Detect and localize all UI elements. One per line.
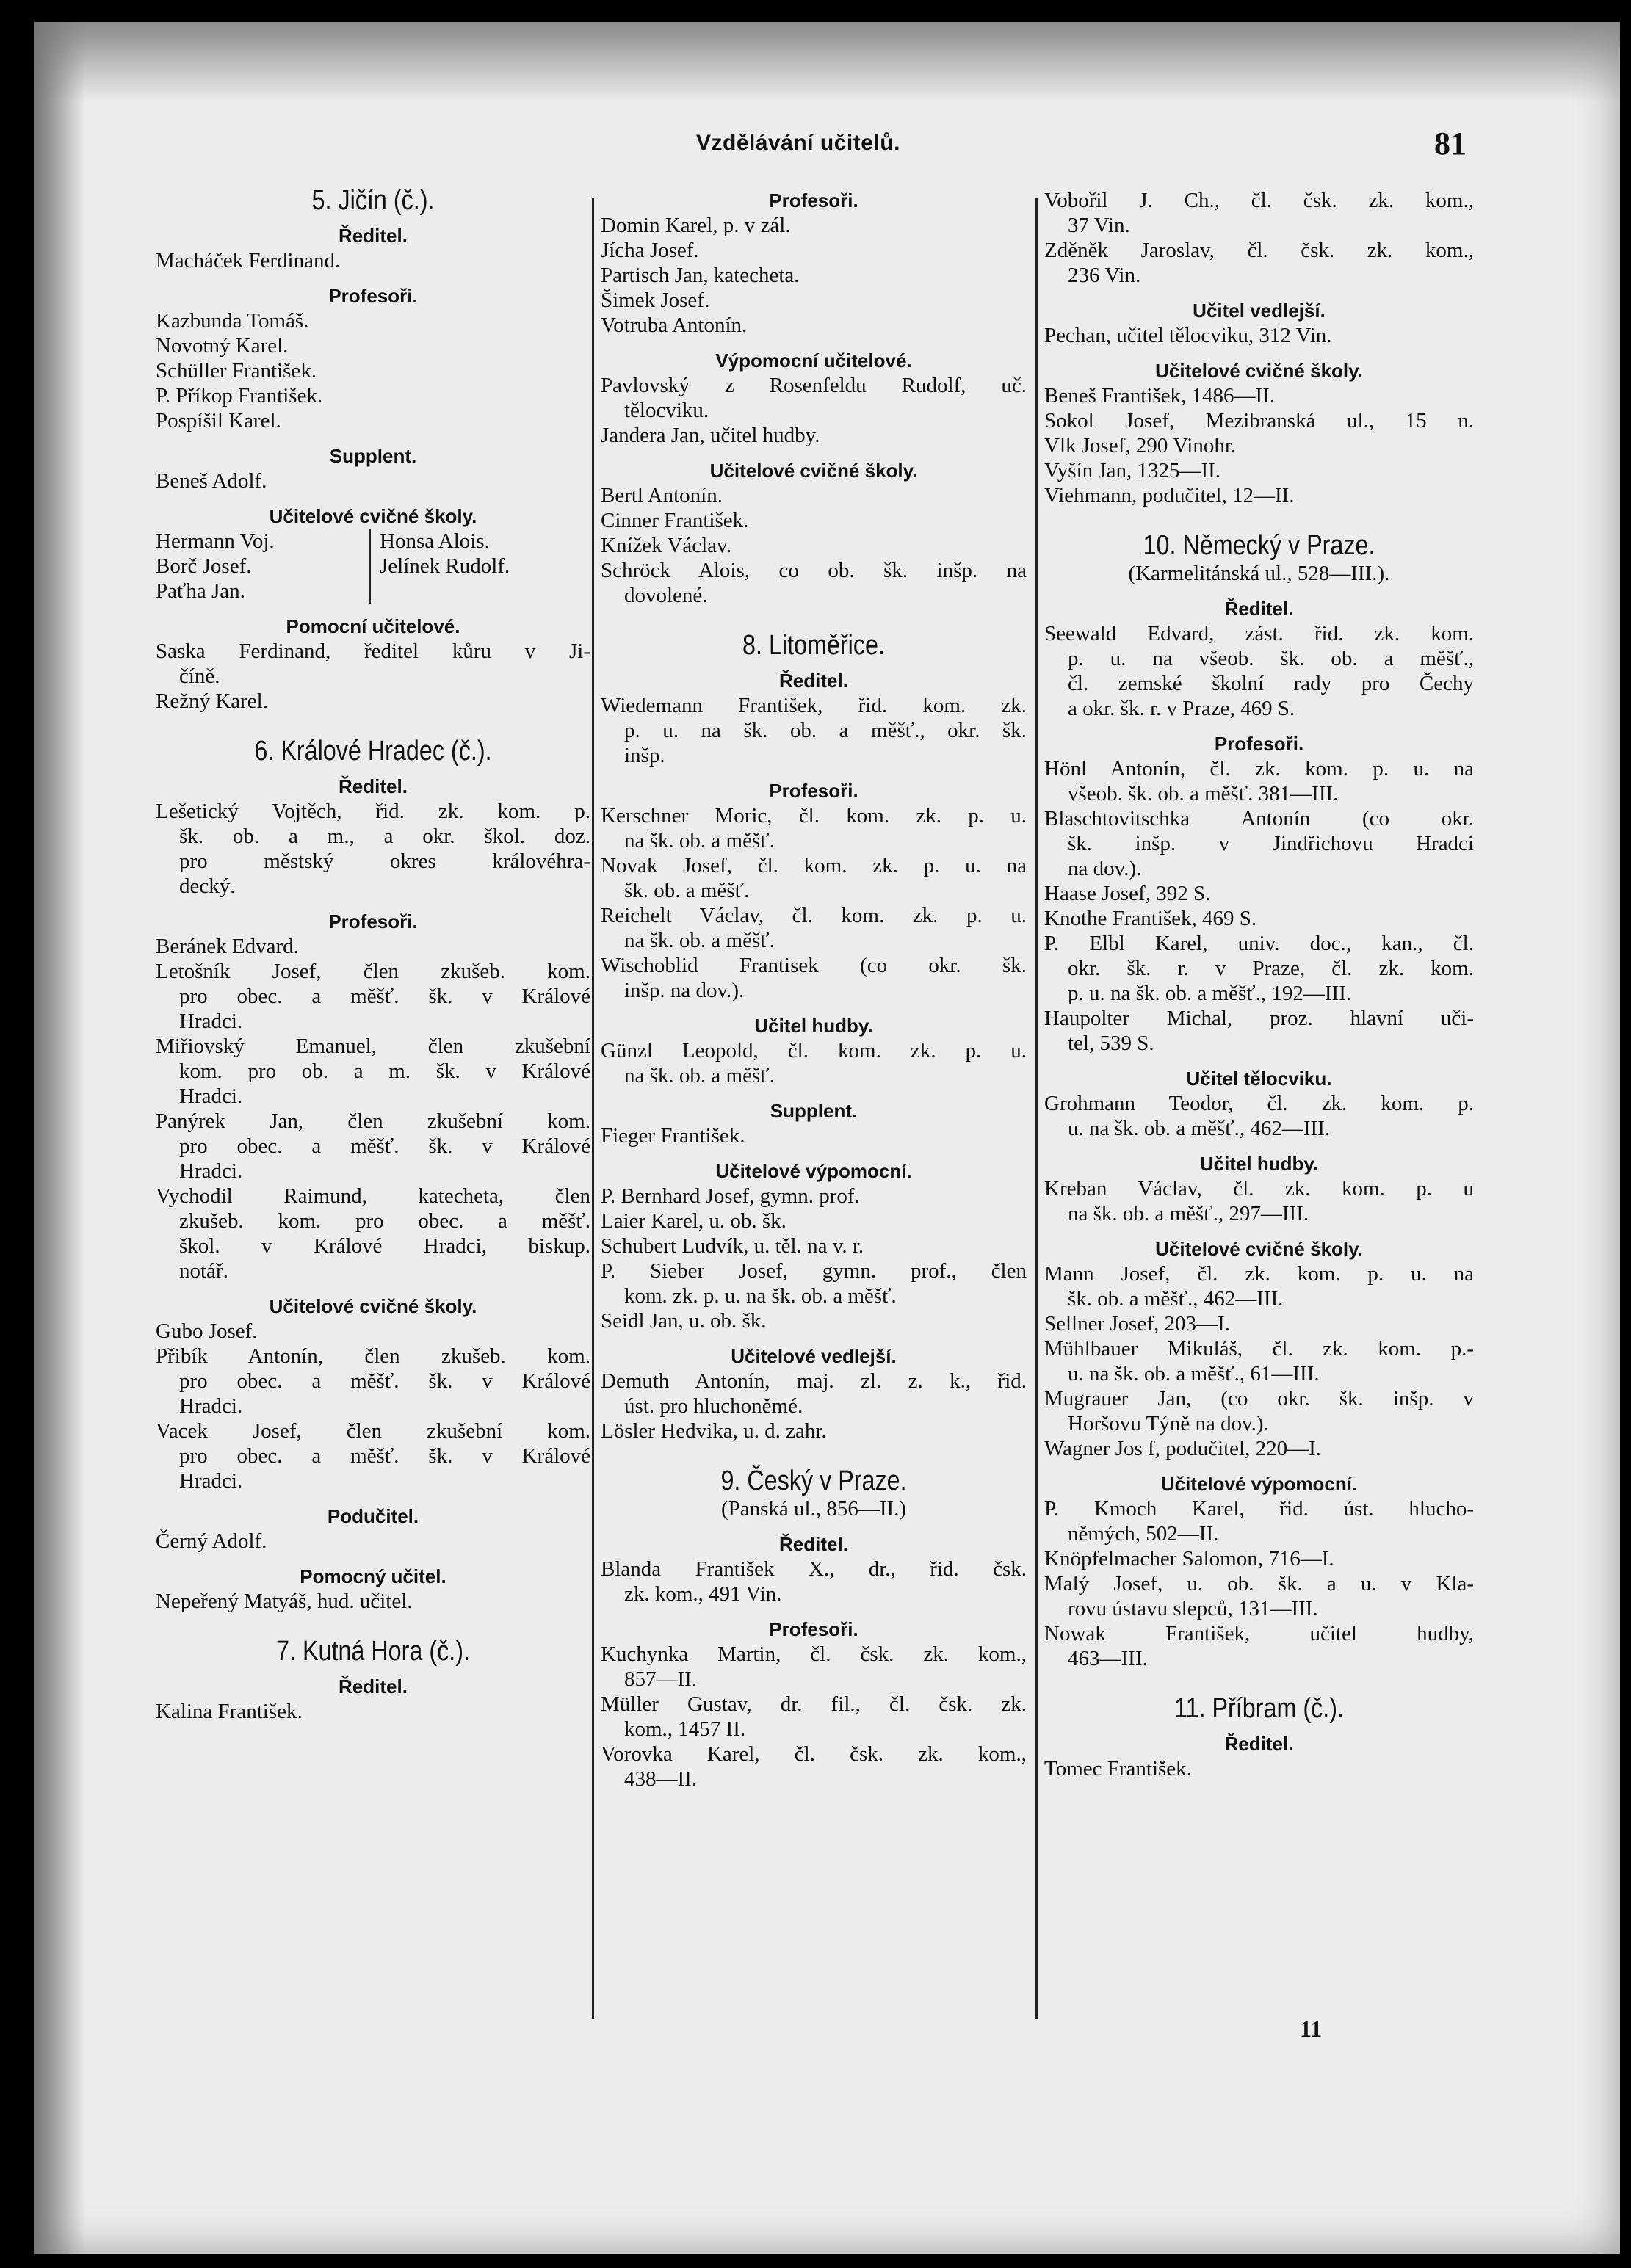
- section-heading: Supplent.: [770, 1100, 858, 1122]
- entry-continuation: kom. zk. p. u. na šk. ob. a měšť.: [624, 1284, 897, 1308]
- entry-line: Reichelt Václav, čl. kom. zk. p. u.: [601, 904, 1027, 927]
- entry-line: Grohmann Teodor, čl. zk. kom. p.: [1044, 1092, 1474, 1115]
- entry-line: Seidl Jan, u. ob. šk.: [601, 1309, 767, 1333]
- address-line: (Panská ul., 856—II.): [720, 1497, 907, 1521]
- entry-continuation: Hradci.: [179, 1394, 243, 1418]
- entry-continuation: 438—II.: [624, 1767, 698, 1791]
- section-heading: Učitel hudby.: [754, 1015, 873, 1037]
- entry-continuation: pro obec. a měšť. šk. v Králové: [179, 985, 590, 1008]
- entry-line: Hönl Antonín, čl. zk. kom. p. u. na: [1044, 757, 1474, 780]
- entry-line: Demuth Antonín, maj. zl. z. k., řid.: [601, 1369, 1027, 1393]
- list-item: Honsa Alois.: [380, 529, 490, 553]
- section-heading: Profesoři.: [769, 780, 858, 802]
- entry-continuation: němých, 502—II.: [1068, 1522, 1219, 1546]
- entry-continuation: Hradci.: [179, 1010, 243, 1033]
- entry-line: Müller Gustav, dr. fil., čl. čsk. zk.: [601, 1692, 1027, 1716]
- entry-continuation: na šk. ob. a měšť.: [624, 929, 775, 952]
- entry-line: Vyšín Jan, 1325—II.: [1044, 459, 1221, 482]
- school-heading: 11. Příbram (č.).: [1174, 1693, 1344, 1724]
- entry-line: Laier Karel, u. ob. šk.: [601, 1209, 786, 1233]
- entry-line: Macháček Ferdinand.: [156, 249, 341, 272]
- entry-line: Gubo Josef.: [156, 1319, 258, 1343]
- entry-line: Jandera Jan, učitel hudby.: [601, 424, 820, 447]
- entry-continuation: Hradci.: [179, 1084, 243, 1108]
- entry-line: Kerschner Moric, čl. kom. zk. p. u.: [601, 804, 1027, 827]
- entry-line: Sellner Josef, 203—I.: [1044, 1312, 1230, 1336]
- entry-continuation: pro obec. a měšť. šk. v Králové: [179, 1444, 590, 1468]
- entry-continuation: notář.: [179, 1259, 228, 1283]
- entry-continuation: inšp. na dov.).: [624, 979, 745, 1002]
- list-item: Borč Josef.: [156, 554, 252, 578]
- section-heading: Profesoři.: [328, 285, 418, 307]
- entry-continuation: pro obec. a měšť. šk. v Králové: [179, 1369, 590, 1393]
- entry-line: P. Příkop František.: [156, 384, 323, 407]
- entry-continuation: tělocviku.: [624, 399, 709, 422]
- entry-line: Wagner Jos f, podučitel, 220—I.: [1044, 1437, 1321, 1460]
- entry-continuation: číně.: [179, 664, 220, 688]
- entry-line: Letošník Josef, člen zkušeb. kom.: [156, 960, 590, 983]
- entry-line: Kazbunda Tomáš.: [156, 309, 309, 333]
- entry-continuation: p. u. na šk. ob. a měšť., okr. šk.: [624, 719, 1027, 742]
- school-heading: 10. Německý v Praze.: [1143, 530, 1375, 561]
- entry-line: Pechan, učitel tělocviku, 312 Vin.: [1044, 324, 1332, 347]
- section-heading: Učitel tělocviku.: [1186, 1068, 1332, 1090]
- section-heading: Profesoři.: [769, 189, 858, 211]
- section-heading: Profesoři.: [769, 1618, 858, 1640]
- entry-continuation: šk. inšp. v Jindřichovu Hradci: [1068, 832, 1474, 855]
- section-heading: Ředitel.: [779, 1533, 848, 1555]
- entry-line: Schüller František.: [156, 359, 317, 383]
- section-heading: Ředitel.: [1224, 1733, 1294, 1755]
- entry-continuation: Hradci.: [179, 1469, 243, 1493]
- entry-continuation: všeob. šk. ob. a měšť. 381—III.: [1068, 782, 1339, 805]
- list-item: Hermann Voj.: [156, 529, 275, 553]
- school-heading: 9. Český v Praze.: [720, 1465, 907, 1496]
- column-1: [156, 185, 590, 1724]
- section-heading: Pomocný učitel.: [300, 1565, 446, 1587]
- entry-line: Lösler Hedvika, u. d. zahr.: [601, 1419, 827, 1443]
- entry-line: Vlk Josef, 290 Vinohr.: [1044, 434, 1237, 457]
- entry-line: Knöpfelmacher Salomon, 716—I.: [1044, 1547, 1334, 1570]
- entry-line: Pospíšil Karel.: [156, 409, 281, 432]
- entry-line: Mugrauer Jan, (co okr. šk. inšp. v: [1044, 1387, 1474, 1410]
- entry-line: Beránek Edvard.: [156, 935, 299, 958]
- section-heading: Učitelové cvičné školy.: [269, 505, 477, 527]
- entry-continuation: Hradci.: [179, 1159, 243, 1183]
- entry-line: Vychodil Raimund, katecheta, člen: [156, 1184, 590, 1208]
- entry-line: Šimek Josef.: [601, 289, 710, 312]
- entry-continuation: na dov.).: [1068, 857, 1142, 880]
- entry-line: Haase Josef, 392 S.: [1044, 882, 1211, 905]
- entry-line: Malý Josef, u. ob. šk. a u. v Kla-: [1044, 1572, 1474, 1595]
- section-heading: Profesoři.: [328, 910, 418, 932]
- entry-line: Černý Adolf.: [156, 1529, 267, 1553]
- school-heading: 8. Litoměřice.: [742, 630, 885, 661]
- entry-continuation: kom. pro ob. a m. šk. v Králové: [179, 1059, 590, 1083]
- entry-continuation: inšp.: [624, 744, 665, 767]
- entry-continuation: zkušeb. kom. pro obec. a měšť.: [179, 1209, 590, 1233]
- entry-line: Vorovka Karel, čl. čsk. zk. kom.,: [601, 1742, 1027, 1766]
- entry-line: Zděněk Jaroslav, čl. čsk. zk. kom.,: [1044, 239, 1474, 262]
- two-column-list: [156, 529, 590, 604]
- entry-line: Beneš Adolf.: [156, 469, 267, 493]
- entry-line: Miřiovský Emanuel, člen zkušební: [156, 1035, 590, 1058]
- entry-line: Vobořil J. Ch., čl. čsk. zk. kom.,: [1044, 189, 1474, 212]
- entry-line: Vacek Josef, člen zkušební kom.: [156, 1419, 590, 1443]
- entry-continuation: pro městský okres královéhra-: [179, 849, 590, 873]
- entry-continuation: dovolené.: [624, 584, 708, 607]
- section-heading: Učitel hudby.: [1199, 1153, 1319, 1175]
- address-line: (Karmelitánská ul., 528—III.).: [1128, 562, 1390, 585]
- entry-line: Seewald Edvard, zást. řid. zk. kom.: [1044, 622, 1474, 645]
- section-heading: Supplent.: [329, 445, 417, 467]
- entry-line: Mühlbauer Mikuláš, čl. zk. kom. p.-: [1044, 1337, 1474, 1361]
- list-item: Paťha Jan.: [156, 579, 245, 603]
- entry-continuation: na šk. ob. a měšť.: [624, 1064, 775, 1087]
- running-title: Vzdělávání učitelů.: [696, 131, 900, 155]
- list-right: [371, 529, 510, 604]
- entry-line: Cinner František.: [601, 509, 749, 532]
- section-heading: Učitelové vedlejší.: [731, 1345, 897, 1367]
- entry-continuation: p. u. na šk. ob. a měšť., 192—III.: [1068, 982, 1352, 1005]
- entry-line: Saska Ferdinand, ředitel kůru v Ji-: [156, 640, 590, 663]
- entry-line: Bertl Antonín.: [601, 484, 723, 507]
- entry-line: Režný Karel.: [156, 689, 268, 713]
- section-heading: Ředitel.: [779, 670, 848, 692]
- entry-line: P. Bernhard Josef, gymn. prof.: [601, 1184, 860, 1208]
- entry-continuation: decký.: [179, 874, 236, 898]
- entry-line: Nowak František, učitel hudby,: [1044, 1622, 1474, 1645]
- entry-continuation: šk. ob. a měšť., 462—III.: [1068, 1287, 1284, 1311]
- entry-line: Mann Josef, čl. zk. kom. p. u. na: [1044, 1262, 1474, 1286]
- entry-line: P. Sieber Josef, gymn. prof., člen: [601, 1259, 1027, 1283]
- entry-line: Partisch Jan, katecheta.: [601, 264, 800, 287]
- section-heading: Učitelové cvičné školy.: [269, 1295, 477, 1317]
- column-divider: [592, 198, 594, 2019]
- entry-line: Kreban Václav, čl. zk. kom. p. u: [1044, 1177, 1474, 1200]
- entry-continuation: p. u. na všeob. šk. ob. a měšť.,: [1068, 647, 1474, 670]
- entry-line: Wischoblid Frantisek (co okr. šk.: [601, 954, 1027, 977]
- entry-continuation: na šk. ob. a měšť., 297—III.: [1068, 1202, 1309, 1225]
- entry-line: Blanda František X., dr., řid. čsk.: [601, 1557, 1027, 1581]
- section-heading: Podučitel.: [327, 1505, 419, 1527]
- section-heading: Učitelové cvičné školy.: [1155, 360, 1363, 382]
- entry-line: Panýrek Jan, člen zkušební kom.: [156, 1109, 590, 1133]
- section-heading: Výpomocní učitelové.: [715, 349, 912, 372]
- list-left: [156, 529, 371, 604]
- entry-line: Viehmann, podučitel, 12—II.: [1044, 484, 1295, 507]
- entry-line: Kalina František.: [156, 1700, 303, 1723]
- entry-line: P. Elbl Karel, univ. doc., kan., čl.: [1044, 932, 1474, 955]
- column-2: [601, 188, 1027, 1791]
- entry-line: Knothe František, 469 S.: [1044, 907, 1257, 930]
- section-heading: Pomocní učitelové.: [286, 615, 460, 637]
- entry-line: Wiedemann František, řid. kom. zk.: [601, 694, 1027, 717]
- entry-line: Günzl Leopold, čl. kom. zk. p. u.: [601, 1039, 1027, 1062]
- entry-continuation: 37 Vin.: [1068, 214, 1130, 237]
- school-heading: 5. Jičín (č.).: [311, 185, 435, 216]
- section-heading: Ředitel.: [1224, 598, 1294, 620]
- entry-line: P. Kmoch Karel, řid. úst. hlucho-: [1044, 1497, 1474, 1521]
- entry-line: Sokol Josef, Mezibranská ul., 15 n.: [1044, 409, 1474, 432]
- entry-line: Schröck Alois, co ob. šk. inšp. na: [601, 559, 1027, 582]
- entry-continuation: čl. zemské školní rady pro Čechy: [1068, 672, 1474, 695]
- column-3: [1044, 188, 1474, 1781]
- entry-line: Beneš František, 1486—II.: [1044, 384, 1276, 407]
- entry-continuation: na šk. ob. a měšť.: [624, 829, 775, 852]
- section-heading: Učitelové cvičné školy.: [1155, 1238, 1363, 1260]
- section-heading: Učitelové cvičné školy.: [709, 460, 918, 482]
- school-heading: 6. Králové Hradec (č.).: [254, 736, 492, 767]
- section-heading: Ředitel.: [339, 225, 408, 247]
- entry-line: Novotný Karel.: [156, 334, 289, 358]
- section-heading: Učitelové výpomocní.: [715, 1160, 912, 1182]
- entry-continuation: úst. pro hluchoněmé.: [624, 1394, 803, 1418]
- section-heading: Ředitel.: [339, 775, 408, 797]
- entry-line: Kuchynka Martin, čl. čsk. zk. kom.,: [601, 1642, 1027, 1666]
- signature-mark: 11: [1300, 2015, 1323, 2042]
- school-heading: 7. Kutná Hora (č.).: [276, 1636, 470, 1667]
- page-number: 81: [1434, 126, 1467, 162]
- entry-line: Haupolter Michal, proz. hlavní uči-: [1044, 1007, 1474, 1030]
- section-heading: Ředitel.: [339, 1675, 408, 1698]
- entry-continuation: Horšovu Týně na dov.).: [1068, 1412, 1269, 1435]
- entry-line: Fieger František.: [601, 1124, 745, 1148]
- entry-continuation: u. na šk. ob. a měšť., 462—III.: [1068, 1117, 1331, 1140]
- entry-continuation: šk. ob. a měšť.: [624, 879, 750, 902]
- section-heading: Profesoři.: [1214, 733, 1304, 755]
- section-heading: Učitel vedlejší.: [1193, 300, 1326, 322]
- entry-line: Pavlovský z Rosenfeldu Rudolf, uč.: [601, 374, 1027, 397]
- entry-continuation: škol. v Králové Hradci, biskup.: [179, 1234, 590, 1258]
- entry-continuation: šk. ob. a m., a okr. škol. doz.: [179, 825, 590, 848]
- entry-continuation: 857—II.: [624, 1667, 698, 1691]
- entry-line: Jícha Josef.: [601, 239, 699, 262]
- entry-line: Přibík Antonín, člen zkušeb. kom.: [156, 1344, 590, 1368]
- entry-line: Nepeřený Matyáš, hud. učitel.: [156, 1590, 413, 1613]
- entry-line: Novak Josef, čl. kom. zk. p. u. na: [601, 854, 1027, 877]
- entry-line: Tomec František.: [1044, 1757, 1192, 1780]
- entry-line: Blaschtovitschka Antonín (co okr.: [1044, 807, 1474, 830]
- list-item: Jelínek Rudolf.: [380, 554, 510, 578]
- entry-line: Votruba Antonín.: [601, 314, 748, 337]
- entry-line: Schubert Ludvík, u. těl. na v. r.: [601, 1234, 864, 1258]
- entry-continuation: zk. kom., 491 Vin.: [624, 1582, 782, 1606]
- entry-continuation: 463—III.: [1068, 1647, 1148, 1670]
- entry-continuation: tel, 539 S.: [1068, 1032, 1154, 1055]
- section-heading: Učitelové výpomocní.: [1160, 1473, 1358, 1495]
- entry-continuation: pro obec. a měšť. šk. v Králové: [179, 1134, 590, 1158]
- entry-continuation: kom., 1457 II.: [624, 1717, 746, 1741]
- entry-continuation: u. na šk. ob. a měšť., 61—III.: [1068, 1362, 1320, 1385]
- entry-line: Knížek Václav.: [601, 534, 731, 557]
- entry-continuation: a okr. šk. r. v Praze, 469 S.: [1068, 697, 1295, 720]
- column-divider: [1035, 198, 1038, 2019]
- entry-continuation: okr. šk. r. v Praze, čl. zk. kom.: [1068, 957, 1474, 980]
- entry-line: Lešetický Vojtěch, řid. zk. kom. p.: [156, 800, 590, 823]
- entry-line: Domin Karel, p. v zál.: [601, 214, 791, 237]
- entry-continuation: rovu ústavu slepců, 131—III.: [1068, 1597, 1318, 1620]
- entry-continuation: 236 Vin.: [1068, 264, 1141, 287]
